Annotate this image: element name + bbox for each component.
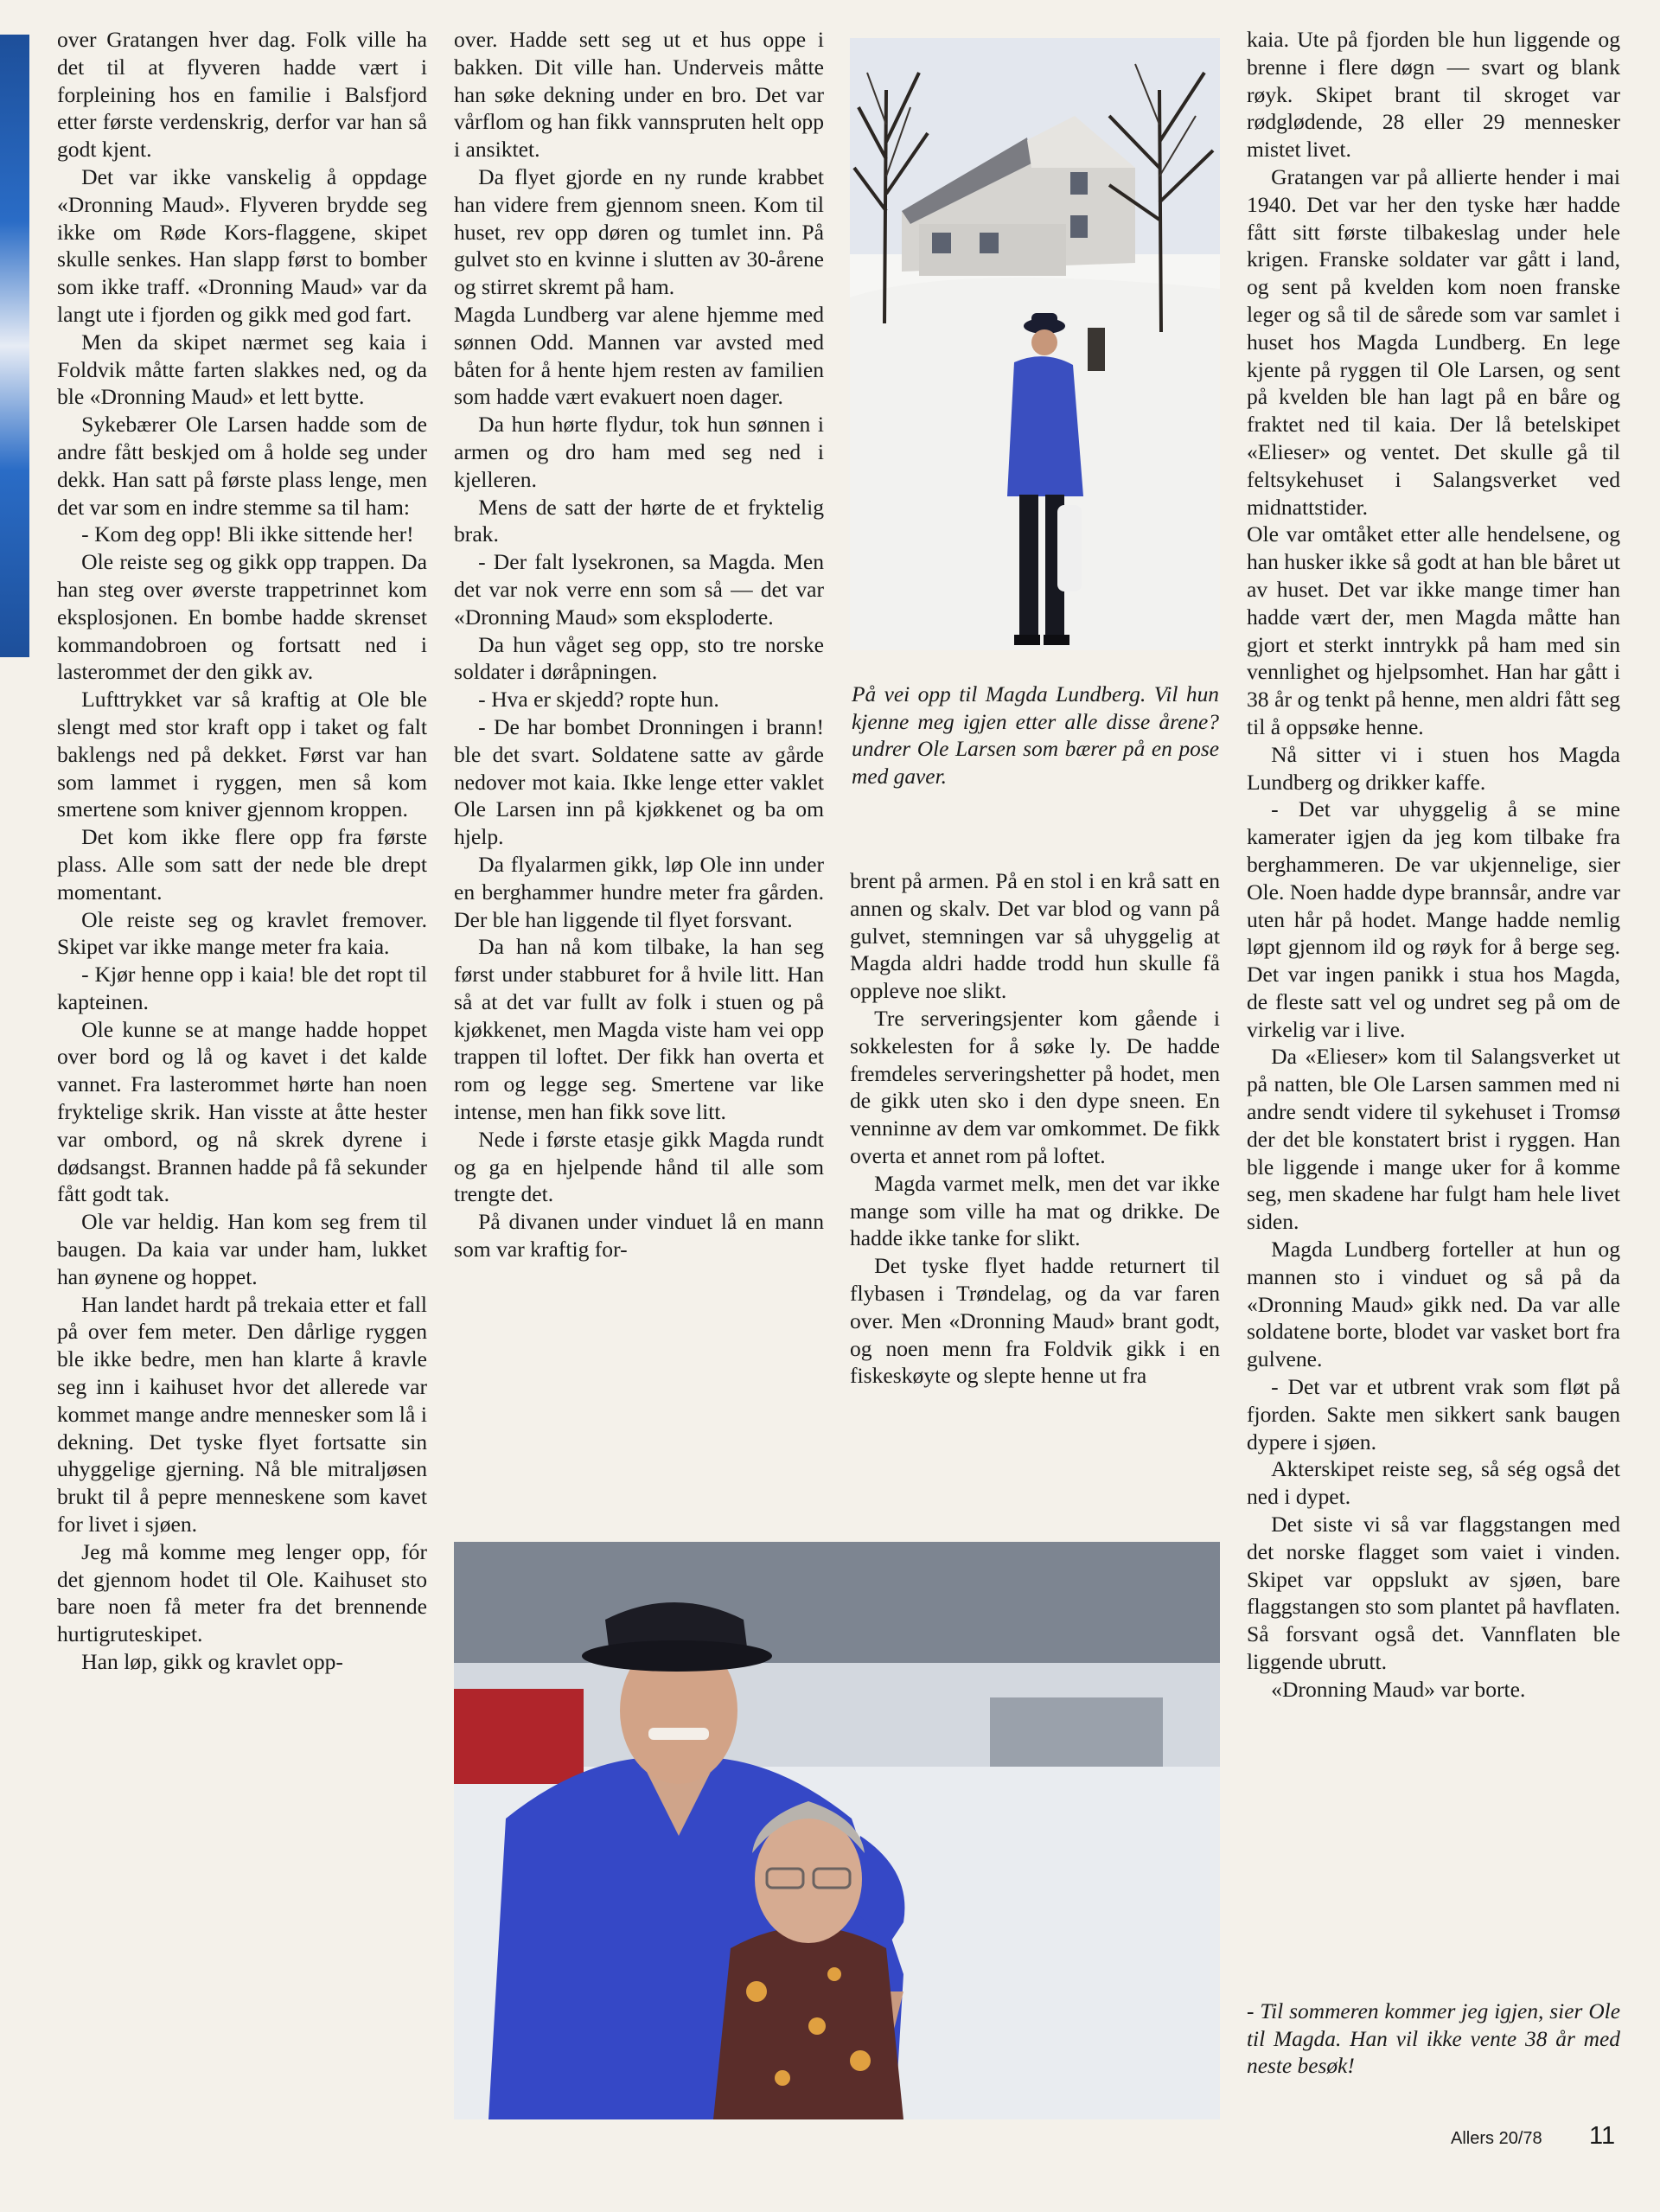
photo-ole-and-magda <box>454 1542 1220 2119</box>
article-paragraph: Magda varmet melk, men det var ikke mange som ville ha mat og drikke. De hadde ikke tanke for slikt. <box>850 1170 1220 1251</box>
article-paragraph: Nå sitter vi i stuen hos Magda Lundberg og drikker kaffe. <box>1247 741 1620 795</box>
article-paragraph: Sykebærer Ole Larsen hadde som de andre fått beskjed om å holde seg under dekk. Han satt på første plass lenge, men det var som en indre stemme sa til ham: <box>57 412 427 520</box>
article-column-1 <box>57 26 427 1676</box>
article-paragraph: Men da skipet nærmet seg kaia i Foldvik måtte farten slakkes ned, og da ble «Dronning Maud» et lett bytte. <box>57 329 427 410</box>
article-paragraph: Da hun hørte flydur, tok hun sønnen i armen og dro ham med seg ned i kjelleren. <box>454 412 824 492</box>
article-paragraph: Da flyalarmen gikk, løp Ole inn under en berghammer hundre meter fra gården. Der ble han liggende til flyet forsvant. <box>454 851 824 932</box>
article-paragraph: På divanen under vinduet lå en mann som var kraftig for- <box>454 1209 824 1263</box>
photo-ole-and-magda-illustration <box>454 1542 1220 2119</box>
article-paragraph: - Det var uhyggelig å se mine kamerater igjen da jeg kom tilbake fra berghammeren. De var ukjennelige, sier Ole. Noen hadde dype brannsår, andre var uten hår på hodet. Mange hadde nemlig løpt gjennom ild og røyk for å berge seg. Det var ingen panikk i stua hos Magda, de fleste satt vel og undret seg på om de virkelig var i live. <box>1247 796 1620 1042</box>
article-paragraph: Da han nå kom tilbake, la han seg først under stabburet for å hvile litt. Han så at det var fullt av folk i stuen og på kjøkkenet, men Magda viste ham vei opp trappen til loftet. Der fikk han overta et rom og legge seg. Smertene var like intense, men han fikk sove litt. <box>454 934 824 1125</box>
article-paragraph: over Gratangen hver dag. Folk ville ha det til at flyveren hadde vært i forpleining hos en familie i Balsfjord etter første verdenskrig, derfor var han så godt kjent. <box>57 27 427 163</box>
page-edge-decoration <box>0 35 29 657</box>
article-paragraph: Gratangen var på allierte hender i mai 1940. Det var her den tyske hær hadde fått sitt første tilbakeslag under hele krigen. Franske soldater var gått i land, og sent på kvelden kom noen franske leger og så til de sårede som var samlet i huset hos Magda Lundberg. En lege kjente på ryggen til Ole Larsen, og sent på kvelden ble han lagt på en båre og fraktet ned til kaia. Der lå betelskipet «Elieser» og ventet. Det skulle gå til feltsykehuset i Salangsverket ved midnattstider. <box>1247 163 1620 520</box>
article-paragraph: - Der falt lysekronen, sa Magda. Men det var nok verre enn som så — det var «Dronning Maud» som eksploderte. <box>454 549 824 630</box>
article-endnote: - Til sommeren kommer jeg igjen, sier Ole til Magda. Han vil ikke vente 38 år med neste besøk! <box>1247 1999 1620 2078</box>
article-paragraph: Da flyet gjorde en ny runde krabbet han videre frem gjennom sneen. Kom til huset, rev opp døren og tumlet inn. På gulvet sto en kvinne i slutten av 30-årene og stirret skremt på ham. <box>454 163 824 300</box>
photo-caption: På vei opp til Magda Lundberg. Vil hun kjenne meg igjen etter alle disse årene? undrer Ole Larsen som bærer på en pose med gaver. <box>852 682 1219 789</box>
article-column-3 <box>850 867 1220 1390</box>
photo-man-in-snow-illustration <box>850 38 1220 650</box>
article-paragraph: Da hun våget seg opp, sto tre norske soldater i døråpningen. <box>454 631 824 685</box>
article-paragraph: Da «Elieser» kom til Salangsverket ut på natten, ble Ole Larsen sammen med ni andre sendt videre til sykehuset i Tromsø der det ble konstatert brist i ryggen. Han ble liggende i mange uker for å komme seg, men skadene har fulgt ham hele livet siden. <box>1247 1044 1620 1235</box>
article-paragraph: - Kom deg opp! Bli ikke sittende her! <box>81 521 414 547</box>
article-paragraph: brent på armen. På en stol i en krå satt en annen og skalv. Det var blod og vann på gulvet, stemningen var så uhyggelig at Magda aldri hadde trodd hun skulle få oppleve noe slikt. <box>850 868 1220 1004</box>
article-paragraph: Jeg må komme meg lenger opp, fór det gjennom hodet til Ole. Kaihuset sto bare noen få meter fra det brennende hurtigruteskipet. <box>57 1538 427 1647</box>
article-paragraph: Det var ikke vanskelig å oppdage «Dronning Maud». Flyveren brydde seg ikke om Røde Kors-flaggene, skipet skulle senkes. Han slapp først to bomber som ikke traff. «Dronning Maud» var da langt ute i fjorden og gikk med god fart. <box>57 163 427 327</box>
article-paragraph: Han løp, gikk og kravlet opp- <box>81 1649 343 1675</box>
page-number: 11 <box>1589 2122 1616 2150</box>
page-footer <box>1427 2120 1625 2155</box>
article-paragraph: kaia. Ute på fjorden ble hun liggende og brenne i flere døgn — svart og blank røyk. Skipet brant til skroget var rødglødende, 28 eller 29 mennesker mistet livet. <box>1247 27 1620 163</box>
article-paragraph: - Det var et utbrent vrak som fløt på fjorden. Sakte men sikkert sank baugen dypere i sjøen. <box>1247 1374 1620 1454</box>
article-paragraph: Det kom ikke flere opp fra første plass. Alle som satt der nede ble drept momentant. <box>57 824 427 905</box>
article-column-2 <box>454 26 824 1263</box>
article-paragraph: Ole reiste seg og gikk opp trappen. Da han steg over øverste trappetrinnet kom eksplosjonen. En bombe hadde skrenset kommandobroen og fortsatt ned i lasterommet der den gikk av. <box>57 549 427 685</box>
magazine-issue: Allers 20/78 <box>1451 2129 1542 2148</box>
article-paragraph: Magda Lundberg var alene hjemme med sønnen Odd. Mannen var avsted med båten for å hente hjem resten av familien som hadde vært evakuert noen dager. <box>454 301 824 410</box>
article-paragraph: Lufttrykket var så kraftig at Ole ble slengt med stor kraft opp i taket og falt baklengs ned på dekket. Først var han som lammet i ryggen, men så kom smertene som kniver gjennom kroppen. <box>57 687 427 822</box>
photo-man-in-snow <box>850 38 1220 650</box>
article-paragraph: Det siste vi så var flaggstangen med det norske flagget som vaiet i vinden. Skipet var oppslukt av sjøen, bare flaggstangen sto som plantet på havflaten. Så forsvant også det. Vannflaten ble liggende ubrutt. <box>1247 1512 1620 1675</box>
article-paragraph: «Dronning Maud» var borte. <box>1271 1676 1526 1702</box>
article-paragraph: over. Hadde sett seg ut et hus oppe i bakken. Dit ville han. Underveis måtte han søke dekning under en bro. Det var vårflom og han fikk vannspruten helt opp i ansiktet. <box>454 27 824 163</box>
article-paragraph: Ole reiste seg og kravlet fremover. Skipet var ikke mange meter fra kaia. <box>57 906 427 960</box>
article-paragraph: Ole var omtåket etter alle hendelsene, og han husker ikke så godt at han ble båret ut av huset. Det var ikke mange timer han hadde vært der, men Magda måtte han gjort et sterkt inntrykk på ham med sin vennlighet og hjelpsomhet. Han har gått i 38 år og tenkt på henne, men aldri fått seg til å oppsøke henne. <box>1247 521 1620 739</box>
article-paragraph: Tre serveringsjenter kom gående i sokkelesten for å søke ly. De hadde fremdeles serveringshetter på hodet, men de gikk uten sko i den dype sneen. En venninne av dem var omkommet. De fikk overta et annet rom på loftet. <box>850 1005 1220 1168</box>
article-paragraph: Mens de satt der hørte de et fryktelig brak. <box>454 494 824 547</box>
article-paragraph: Det tyske flyet hadde returnert til flybasen i Trøndelag, og da var faren over. Men «Dronning Maud» brant godt, og noen menn fra Foldvik gikk i en fiskeskøyte og slepte henne ut fra <box>850 1253 1220 1389</box>
article-paragraph: Ole var heldig. Han kom seg frem til baugen. Da kaia var under ham, lukket han øynene og hoppet. <box>57 1209 427 1289</box>
article-paragraph: Han landet hardt på trekaia etter et fall på over fem meter. Den dårlige ryggen ble ikke bedre, men han klarte å kravle seg inn i kaihuset hvor det allerede var kommet mange andre mennesker som lå i dekning. Det tyske flyet fortsatte sin uhyggelige gjerning. Nå ble mitraljøsen brukt til å pepre menneskene som kavet for livet i sjøen. <box>57 1291 427 1538</box>
article-paragraph: - De har bombet Dronningen i brann! ble det svart. Soldatene satte av gårde nedover mot kaia. Ikke lenge etter vaklet Ole Larsen inn på kjøkkenet og ba om hjelp. <box>454 713 824 850</box>
article-paragraph: - Kjør henne opp i kaia! ble det ropt til kapteinen. <box>57 962 427 1014</box>
article-paragraph: Ole kunne se at mange hadde hoppet over bord og lå og kavet i det kalde vannet. Fra lasterommet hørte han noen fryktelige skrik. Han visste at åtte hester var ombord, og nå skrek dyrene i dødsangst. Brannen hadde på få sekunder fått godt tak. <box>57 1016 427 1207</box>
article-paragraph: Magda Lundberg forteller at hun og mannen sto i vinduet og så på da «Dronning Maud» gikk ned. Da var alle soldatene borte, blodet var vasket bort fra gulvene. <box>1247 1237 1620 1372</box>
article-paragraph: Akterskipet reiste seg, så ség også det ned i dypet. <box>1247 1456 1620 1510</box>
article-column-4 <box>1247 26 1620 1704</box>
article-paragraph: - Hva er skjedd? ropte hun. <box>478 687 719 713</box>
article-paragraph: Nede i første etasje gikk Magda rundt og ga en hjelpende hånd til alle som trengte det. <box>454 1126 824 1207</box>
